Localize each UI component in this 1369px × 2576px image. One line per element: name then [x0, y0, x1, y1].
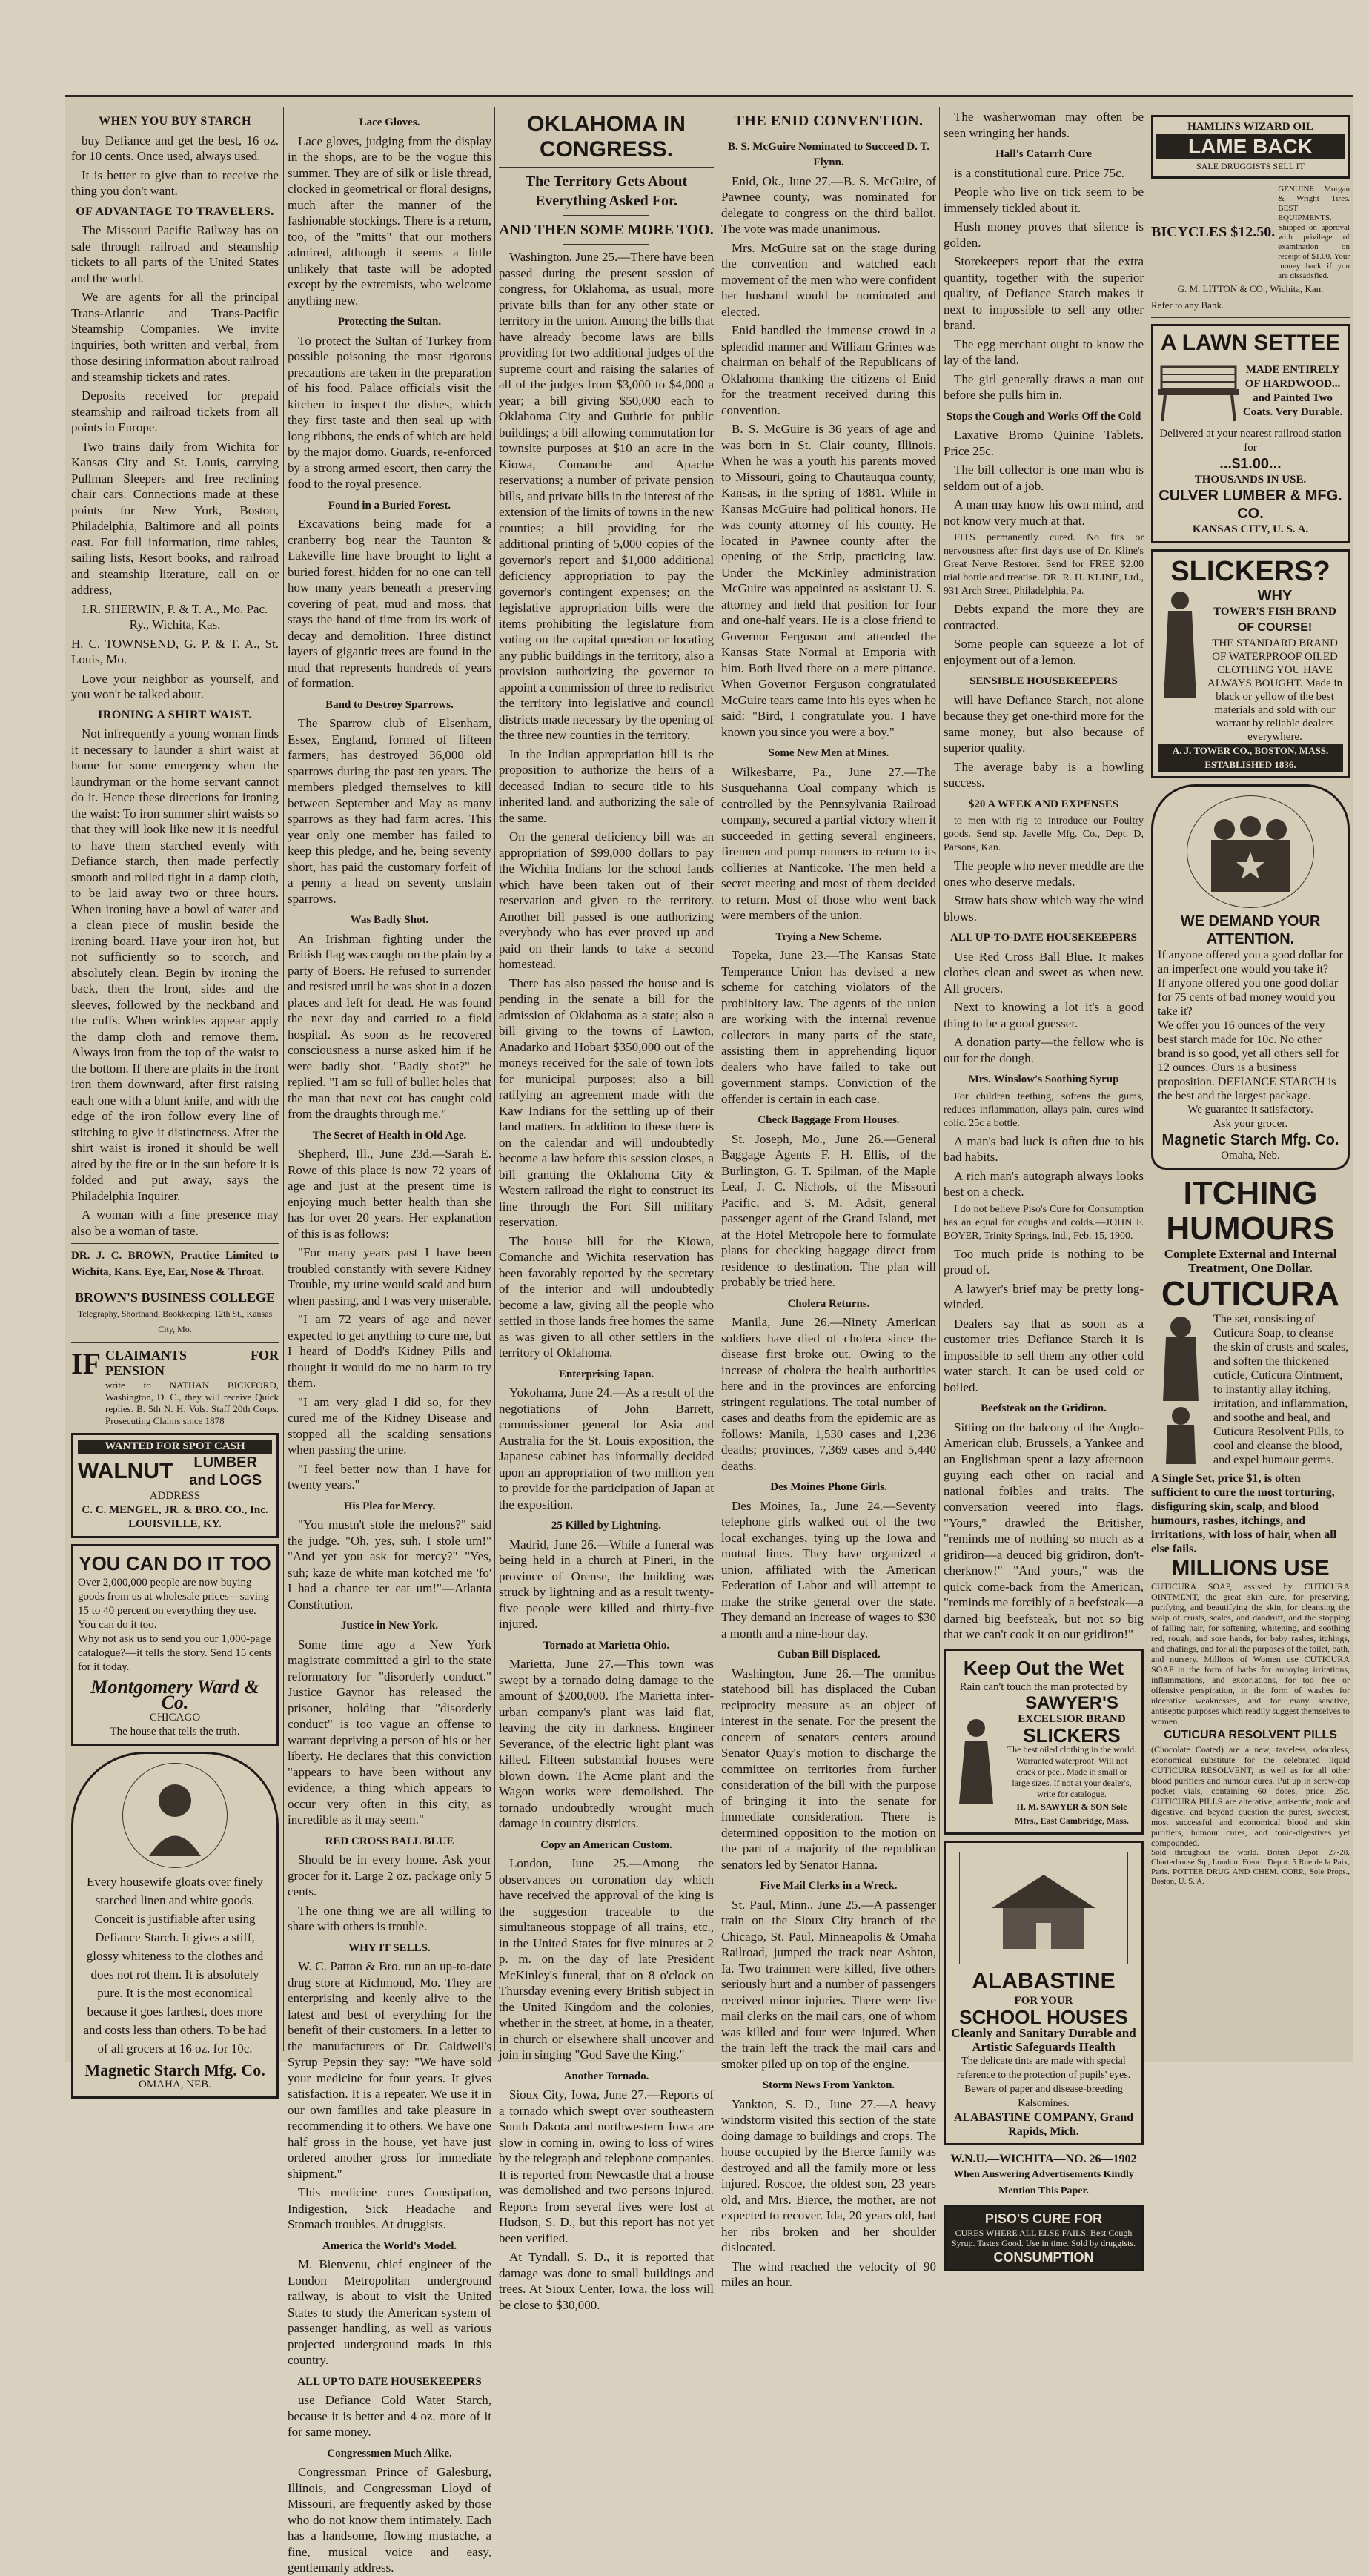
ad-mw-logo: Montgomery Ward & Co. — [90, 1675, 259, 1713]
paragraph: "You mustn't stole the melons?" said the judge. "Oh, yes, suh, I stole um!" "And yet you ask for mercy?" "Yes, suh; kaze de white man kotched me 'fo' I had a chance ter eat um!"—Atlanta Constitution. — [288, 1517, 491, 1612]
headline: OF ADVANTAGE TO TRAVELERS. — [76, 205, 274, 218]
ad-cuticura-set: The set, consisting of Cuticura Soap, to cleanse the skin of crusts and scales, and soften the thickened cuticle, Cuticura Ointment, to instantly allay itching, irritation, and inflammation, and soothe and heal, and Cuticura Resolvent Pills, to cool and cleanse the blood, and expel humour germs. — [1213, 1312, 1349, 1466]
ad-defiance-guarantee: We guarantee it satisfactory. — [1187, 1103, 1313, 1116]
ad-defiance-city: Omaha, Neb. — [1221, 1149, 1280, 1162]
paragraph: A donation party—the fellow who is out for the dough. — [944, 1035, 1144, 1065]
paragraph: It is better to give than to receive the thing you don't want. — [71, 168, 279, 198]
paragraph: Manila, June 26.—Ninety American soldiers have died of cholera since the disease first broke out. Owing to the increase of cholera the health authorities here and in the provinces are enforcing stringent regulations. The total number of cases and deaths from the epidemic are as follows: Manila, 1,530 cases and 1,236 deaths; provinces, 7,369 cases and 5,440 deaths. — [721, 1315, 936, 1473]
headline: $20 A WEEK AND EXPENSES — [968, 798, 1119, 810]
paragraph: Too much pride is nothing to be proud of. — [944, 1246, 1144, 1277]
paragraph: Marietta, June 27.—This town was swept by a tornado doing damage to the amount of $200,000. The Marietta inter-urban company's plant was laid flat, leaving the city in darkness. Engineer Severance, of the electric light plant was killed. Fifteen substantial houses were blown down. The Acme plant and the Wagon works were demolished. The tornado undoubtedly wrought much damage in country districts. — [499, 1657, 714, 1830]
ad-alabastine-text: The delicate tints are made with special reference to the protection of pupils' eyes. Beware of paper and disease-breeding Kalsomines. — [956, 2055, 1131, 2109]
signature: H. C. TOWNSEND, G. P. & T. A., St. Louis, Mo. — [71, 636, 279, 666]
paragraph: The people who never meddle are the ones who deserve medals. — [944, 858, 1144, 889]
paragraph: Lace gloves, judging from the display in the shops, are to be the vogue this summer. They are of silk or lisle thread, clocked in geometrical or floral designs, much after the manner of the fashionable stockings. There is a return, too, of the "mitts" that our mothers admired, although it seems a little unlikely that taste will be adopted except by the extremists, who welcome anything new. — [288, 133, 491, 308]
headline: His Plea for Mercy. — [343, 1500, 436, 1512]
headline: Copy an American Custom. — [540, 1838, 672, 1851]
paragraph: The washerwoman may often be seen wringing her hands. — [944, 110, 1144, 140]
column-3 — [499, 109, 714, 2312]
ad-starch-text: Every housewife gloats over finely starched linen and white goods. Conceit is justifiable after using Defiance Starch. It gives a stiff, glossy whiteness to the clothes and does not rot them. It is absolutely pure. It is the most economical because it goes farthest, does more and costs less than others. To be had of all grocers at 16 oz. for 10c. — [83, 1874, 267, 2056]
paragraph: Enid handled the immense crowd in a splendid manner and William Grimes was chairman on behalf of the Republicans of Oklahoma thanking the citizens of Enid for the treatment received during this convention. — [721, 323, 936, 417]
policemen-icon — [1187, 795, 1314, 908]
raincoat-man-icon — [950, 1715, 1002, 1808]
ad-tower-why: WHY — [1257, 587, 1293, 604]
ad-tower-brand: TOWER'S FISH BRAND — [1213, 605, 1336, 617]
ad-hamlins-wizard-oil — [1151, 115, 1350, 179]
ad-cuticura-treatment: Complete External and Internal Treatment, One Dollar. — [1164, 1246, 1337, 1275]
paragraph: Storekeepers report that the extra quantity, together with the superior quality, of Defiance Starch makes it next to impossible to sell any other brand. — [944, 254, 1144, 332]
ad-defiance-q2: If anyone offered you one good dollar for 75 cents of bad money would you take it? — [1158, 976, 1339, 1018]
paragraph: Yokohama, June 24.—As a result of the negotiations of John Barrett, commissioner general for Asia and Australia for the St. Louis exposition, the Japanese cabinet has informally decided upon an appropriation of two million yen to provide for the participation of Japan at the exposition. — [499, 1385, 714, 1512]
paragraph: will have Defiance Starch, not alone because they get one-third more for the same money, but also because of superior quality. — [944, 692, 1144, 755]
ad-piso-text: CURES WHERE ALL ELSE FAILS. Best Cough Syrup. Tastes Good. Use in time. Sold by druggists. — [951, 2228, 1136, 2248]
paragraph: People who live on tick seem to be immensely tickled about it. — [944, 185, 1144, 215]
wnu-footer: W.N.U.—WICHITA—NO. 26—1902 — [950, 2152, 1137, 2165]
paragraph: A man's bad luck is often due to his bad habits. — [944, 1133, 1144, 1164]
headline: Beefsteak on the Gridiron. — [981, 1403, 1107, 1414]
paragraph: St. Paul, Minn., June 25.—A passenger train on the Sioux City branch of the Chicago, St. Paul, Minneapolis & Omaha Railroad, jumped the track near Ashton, Ia. Two trainmen were killed, five others seriously hurt and a number of passengers received minor injuries. There were five mail clerks on the mail cars, one of whom was killed and four were injured. When the train left the track the mail cars and smoker piled up on top of the engine. — [721, 1897, 936, 2071]
column-5 — [944, 109, 1144, 2265]
ad-defiance-offer: We offer you 16 ounces of the very best starch made for 10c. No other brand is so good, yet all others sell for 12 ounces. Ours is a business proposition. DEFIANCE STARCH is the best and the largest package. — [1158, 1019, 1339, 1102]
ad-magnetic-starch — [71, 1752, 279, 2099]
ad-mw-text: Over 2,000,000 people are now buying goods from us at wholesale prices—saving 15 to 40 percent on everything they use. You can do it too. — [78, 1576, 269, 1631]
paragraph: Yankton, S. D., June 27.—A heavy windstorm visited this section of the state doing damage to buildings and crops. The house occupied by the Bierce family was destroyed and all the family more or less injured. Roscoe, the oldest son, 23 years old, and Mrs. Bierce, the mother, are not expected to recover. Ida, 20 years old, had her ribs broken and her shoulder dislocated. — [721, 2096, 936, 2254]
paragraph: buy Defiance and get the best, 16 oz. for 10 cents. Once used, always used. — [71, 133, 279, 163]
ad-lawn-settee — [1151, 324, 1350, 543]
paragraph: The egg merchant ought to know the lay of the land. — [944, 337, 1144, 367]
ad-pension-text: write to NATHAN BICKFORD, Washington, D. C., they will receive Quick replies. B. 5th N. H. Vols. Staff 20th Corps. Prosecuting Claims since 1878 — [105, 1379, 279, 1426]
paragraph: use Defiance Cold Water Starch, because it is better and 4 oz. more of it for same money. — [288, 2393, 491, 2439]
headline: Protecting the Sultan. — [337, 316, 442, 328]
paragraph: Some time ago a New York magistrate committed a girl to the state reformatory for "disorderly conduct." Justice Gaynor has released the prisoner, holding that "disorderly conduct" is too vague an offense to warrant depriving a person of his or her liberty. He declares that this conviction "appears to have been without any evidence, a thing which appears to occur very often in this city, as incredible as it may seem." — [288, 1637, 491, 1827]
paragraph: I do not believe Piso's Cure for Consumption has an equal for coughs and colds.—JOHN F. BOYER, Trinity Springs, Ind., Feb. 15, 1900. — [944, 1203, 1144, 1242]
headline: Check Baggage From Houses. — [758, 1114, 900, 1126]
paragraph: B. S. McGuire is 36 years of age and was born in St. Clair county, Illinois. When he was a youth his parents moved to Missouri, going to Chautauqua county, Kansas, in the spring of 1881. While in Kansas McGuire had political honors. He was county attorney of his county. He located in Pawnee county after the opening of the Strip, practicing law. Under the McKinley administration McGuire was appointed as assistant U. S. attorney and held that position for four and one-half years. He is a close friend to Governor Ferguson and attended the Kansas State Normal at Emporia with him. Both lived there on a mere pittance. When Governor Ferguson congratulated McGuire tears came into his eyes when he said: "Bird, I congratulate you. I have known you since you were a boy." — [721, 422, 936, 739]
paragraph: Love your neighbor as yourself, and you won't be talked about. — [71, 671, 279, 701]
paragraph: FITS permanently cured. No fits or nervousness after first day's use of Dr. Kline's Great Nerve Restorer. Send for FREE $2.00 trial bottle and treatise. DR. R. H. KLINE, Ltd., 931 Arch Street, Philadelphia, Pa. — [944, 532, 1144, 597]
ad-sawyer-sub: Rain can't touch the man protected by — [959, 1681, 1128, 1693]
ad-defiance-company: Magnetic Starch Mfg. Co. — [1161, 1131, 1339, 1148]
paragraph: Excavations being made for a cranberry bog near the Taunton & Lakeville line have brought to light a buried forest, hidden for no one can tell how many years beneath a preserving covering of peat, mud and moss, that stays the hand of time from its work of decay and demolition. Three distinct layers of gigantic trees are found in the mud that represents hundreds of years of formation. — [288, 517, 491, 690]
headline: Storm News From Yankton. — [762, 2079, 895, 2091]
paragraph: Madrid, June 26.—While a funeral was being held in a church at Pineri, in the province of Orense, the building was struck by lightning and as a result twenty-five people were killed and thirty-five injured. — [499, 1537, 714, 1631]
ad-settee-title: A LAWN SETTEE — [1160, 331, 1341, 355]
ad-alabastine — [944, 1841, 1144, 2145]
paragraph: to men with rig to introduce our Poultry goods. Send stp. Javelle Mfg. Co., Dept. D, Parsons, Kan. — [944, 815, 1144, 853]
paragraph: Next to knowing a lot it's a good thing to be a good guesser. — [944, 1000, 1144, 1030]
paragraph: The one thing we are all willing to share with others is trouble. — [288, 1903, 491, 1933]
ad-settee-desc: MADE ENTIRELY OF HARDWOOD... and Painted Two Coats. Very Durable. — [1242, 363, 1343, 418]
paragraph: W. C. Patton & Bro. run an up-to-date drug store at Richmond, Mo. They are enterprising and keenly alive to the latest and best of everything for the benefit of their customers. In a letter to the manufacturers of Dr. Caldwell's Syrup Pepsin they say: "We have sold your medicine for four years. It gives satisfaction. It is a repeater. We use it in our own families and take pleasure in recommending it to others. We have one half gross in the house, yet have just ordered another gross for immediate shipment." — [288, 1959, 491, 2181]
ad-alabastine-features: Cleanly and Sanitary Durable and Artistic Safeguards Health — [951, 2025, 1136, 2054]
ad-settee-thousands: THOUSANDS IN USE. — [1194, 473, 1307, 486]
paragraph: The average baby is a howling success. — [944, 759, 1144, 789]
headline: Stops the Cough and Works Off the Cold — [946, 410, 1141, 423]
paragraph: On the general deficiency bill was an appropriation of $99,000 dollars to pay the Wichita Indians for the school lands which have been taken out of their reservation and given to the territory. Another bill passed is one authorizing everybody who has ever proved up and paid on their lands to take a second homestead. — [499, 830, 714, 971]
headline: Tornado at Marietta Ohio. — [543, 1639, 670, 1652]
paragraph: "I am 72 years of age and never expected to get anything to cure me, but I heard of Dodd's Kidney Pills and thought it would do me no harm to try them. — [288, 1312, 491, 1390]
paragraph: Two trains daily from Wichita for Kansas City and St. Louis, carrying Pullman Sleepers and free reclining chair cars. Connections made at these points for New York, Boston, Philadelphia, Baltimore and all points east. For full information, time tables, sailing lists, Resort books, and railroad and steamship literature, call on or address, — [71, 439, 279, 597]
ad-hamlins-top: HAMLINS WIZARD OIL — [1187, 121, 1313, 133]
ad-mw-title: YOU CAN DO IT TOO — [79, 1552, 271, 1575]
ad-pension — [71, 1348, 279, 1427]
headline: Justice in New York. — [340, 1620, 439, 1632]
paragraph: Laxative Bromo Quinine Tablets. Price 25c. — [944, 428, 1144, 458]
ad-tower-text: THE STANDARD BRAND OF WATERPROOF OILED CLOTHING YOU HAVE ALWAYS BOUGHT. Made in black or yellow of the best materials and sold with our warrant by reliable dealers everywhere. — [1207, 637, 1343, 743]
paragraph: A rich man's autograph always looks best on a check. — [944, 1168, 1144, 1199]
settee-icon — [1158, 356, 1239, 427]
woman-portrait-icon — [122, 1763, 228, 1868]
headline: Cuban Bill Displaced. — [777, 1649, 881, 1661]
ad-walnut-address-label: ADDRESS — [149, 1489, 201, 1502]
paragraph: A woman with a fine presence may also be a woman of taste. — [71, 1208, 279, 1238]
ad-sawyers-slickers — [944, 1649, 1144, 1835]
paragraph: Des Moines, Ia., June 24.—Seventy telephone girls walked out of the two local exchanges, tying up the Iowa and mutual lines. They have organized a union, affiliated with the American Federation of Labor and will attempt to make the strike general over the state. They demand an increase of wages to $30 a month and a nine-hour day. — [721, 1498, 936, 1640]
ad-walnut-title: WALNUT — [78, 1458, 173, 1483]
paragraph: Use Red Cross Ball Blue. It makes clothes clean and sweet as when new. All grocers. — [944, 949, 1144, 996]
ad-cuticura-itching: ITCHING — [1183, 1174, 1318, 1211]
ad-walnut-company: C. C. MENGEL, JR. & BRO. CO., Inc. — [82, 1503, 268, 1516]
ad-defiance-q1: If anyone offered you a good dollar for an imperfect one would you take it? — [1158, 948, 1343, 976]
subheadline: B. S. McGuire Nominated to Succeed D. T. Flynn. — [727, 140, 930, 168]
headline: Enterprising Japan. — [558, 1368, 654, 1380]
column-6 — [1151, 109, 1350, 2050]
headline: Congressmen Much Alike. — [327, 2447, 452, 2460]
paragraph: Debts expand the more they are contracted. — [944, 602, 1144, 632]
ad-bicycles — [1151, 185, 1350, 281]
headline: WHY IT SELLS. — [348, 1941, 431, 1954]
ad-cuticura-pills: CUTICURA RESOLVENT PILLS — [1164, 1729, 1337, 1741]
ad-cuticura-brand: CUTICURA — [1161, 1274, 1340, 1313]
fisherman-icon — [1158, 587, 1202, 703]
newspaper-page — [65, 95, 1353, 2575]
ad-towers-slickers — [1151, 549, 1350, 778]
paragraph: This medicine cures Constipation, Indigestion, Sick Headache and Stomach troubles. At druggists. — [288, 2185, 491, 2231]
headline: SENSIBLE HOUSEKEEPERS — [969, 675, 1118, 687]
paragraph: The house bill for the Kiowa, Comanche and Wichita reservation has been favorably reported by the secretary of the interior and will undoubtedly become a law, giving all the people who settled in those lands free homes the same as was given to all other settlers in the territory of Oklahoma. — [499, 1234, 714, 1360]
paragraph: For children teething, softens the gums, reduces inflammation, allays pain, cures wind colic. 25c a bottle. — [944, 1090, 1144, 1129]
ad-hamlins-lame-back: LAME BACK — [1156, 134, 1345, 159]
ad-cuticura-single: A Single Set, price $1, is often sufficient to cure the most torturing, disfiguring skin, scalp, and blood humours, rashes, itchings, and irritations, with loss of hair, when all else fails. — [1151, 1472, 1337, 1555]
paragraph: An Irishman fighting under the British flag was caught on the plain by a party of Boers. He refused to surrender and resisted until he was shot in a dozen places and left for dead. He was found the next day and carried to a field hospital. As soon as he recovered consciousness a nurse asked him if he were badly shot. "Badly shot?" he replied. "I am so full of bullet holes that the man that next cot has caught cold from the draughts through me." — [288, 931, 491, 1121]
paragraph: The Missouri Pacific Railway has on sale through railroad and steamship tickets to all parts of the United States and the world. — [71, 223, 279, 285]
ad-starch-city: OMAHA, NEB. — [139, 2079, 211, 2090]
ad-defiance-starch — [1151, 784, 1350, 1170]
column-2 — [288, 109, 491, 2575]
paragraph: The bill collector is one man who is seldom out of a job. — [944, 463, 1144, 493]
ad-business-college: BROWN'S BUSINESS COLLEGE — [74, 1290, 276, 1305]
paragraph: Sioux City, Iowa, June 27.—Reports of a tornado which swept over southeastern South Dakota and northwestern Iowa are slow in coming in, owing to loss of wires by the telegraph and telephone companies. It is reported from Newcastle that a house was demolished and two persons injured. Reports from several lives were lost at Hudson, S. D., but this report has not yet been verified. — [499, 2087, 714, 2245]
headline: Was Badly Shot. — [350, 914, 429, 926]
headline: America the World's Model. — [322, 2239, 457, 2252]
paragraph: Hush money proves that silence is golden. — [944, 219, 1144, 250]
main-headline: OKLAHOMA IN CONGRESS. — [527, 112, 686, 162]
headline: Band to Destroy Sparrows. — [325, 698, 454, 711]
ad-walnut-top: WANTED FOR SPOT CASH — [78, 1440, 272, 1454]
ad-cuticura — [1151, 1176, 1350, 1887]
paragraph: In the Indian appropriation bill is the proposition to authorize the heirs of a deceased Indian to secure title to his inherited land, and authorizing the sale of the same. — [499, 746, 714, 825]
ad-starch-company: Magnetic Starch Mfg. Co. — [84, 2060, 265, 2079]
paragraph: Enid, Ok., June 27.—B. S. McGuire, of Pawnee county, was nominated for delegate to congress on the third ballot. The vote was made unanimous. — [721, 173, 936, 236]
paragraph: Straw hats show which way the wind blows. — [944, 893, 1144, 924]
paragraph: M. Bienvenu, chief engineer of the London Metropolitan underground railway, is about to visit the United States to study the American system of passenger handling, as well as various projected underground roads in this country. — [288, 2257, 491, 2367]
headline: Mrs. Winslow's Soothing Syrup — [968, 1073, 1119, 1085]
ad-alabastine-company: ALABASTINE COMPANY, Grand Rapids, Mich. — [953, 2110, 1134, 2138]
paragraph: St. Joseph, Mo., June 26.—General Baggage Agents F. H. Ellis, of the Burlington, G. T. Spilman, of the Maple Leaf, J. C. Nichols, of the Missouri Pacific, and S. M. Adsit, general passenger agent of the Grand Island, met at the Hotel Metropole here to formulate plans for checking baggage direct from residence to destination. The plan will probably be tried here. — [721, 1131, 936, 1289]
ad-walnut-city: LOUISVILLE, KY. — [128, 1517, 222, 1530]
ad-brown: DR. J. C. BROWN, Practice Limited to Wichita, Kans. Eye, Ear, Nose & Throat. — [71, 1250, 279, 1278]
paragraph: Some people can squeeze a lot of enjoyment out of a lemon. — [944, 637, 1144, 667]
paragraph: "For many years past I have been troubled constantly with severe Kidney Trouble, my urine would scald and burn when passing, and I was very miserable. — [288, 1245, 491, 1308]
ad-cuticura-humours: HUMOURS — [1166, 1210, 1335, 1247]
ad-settee-price: ...$1.00... — [1219, 455, 1282, 472]
paragraph: "I am very glad I did so, for they cured me of the Kidney Disease and stopped all the scalding sensations when passing the urine. — [288, 1394, 491, 1457]
ad-settee-city: KANSAS CITY, U. S. A. — [1192, 523, 1309, 535]
paragraph: We are agents for all the principal Trans-Atlantic and Trans-Pacific Steamship Companies. We invite inquiries, both written and verbal, from those desiring information about railroad and steamship tickets and rates. — [71, 290, 279, 384]
ad-defiance-ask: Ask your grocer. — [1213, 1117, 1288, 1130]
headline: Some New Men at Mines. — [768, 747, 889, 759]
headline: Another Tornado. — [563, 2070, 649, 2082]
ad-settee-delivery: Delivered at your nearest railroad station for — [1159, 427, 1342, 454]
headline: Cholera Returns. — [787, 1297, 870, 1310]
ad-sawyer-excelsior: EXCELSIOR BRAND — [1018, 1712, 1126, 1725]
paragraph: A man may know his own mind, and not know very much at that. — [944, 497, 1144, 528]
ad-montgomery-ward — [71, 1544, 279, 1746]
ad-pension-if: IF — [71, 1346, 101, 1380]
paragraph: Should be in every home. Ask your grocer for it. Large 2 oz. package only 5 cents. — [288, 1852, 491, 1898]
paragraph: Shepherd, Ill., June 23d.—Sarah E. Rowe of this place is now 72 years of age and just at the present time is enjoying much better health than she has for over 20 years. Her explanation of this is as follows: — [288, 1147, 491, 1241]
ad-piso-bottom: CONSUMPTION — [993, 2250, 1094, 2265]
ad-cuticura-millions: MILLIONS USE — [1171, 1556, 1330, 1580]
ad-walnut-sub: LUMBER and LOGS — [189, 1454, 262, 1489]
paragraph: A lawyer's brief may be pretty long-winded. — [944, 1281, 1144, 1311]
ad-sawyer-company: H. M. SAWYER & SON Sole Mfrs., East Cambridge, Mass. — [1015, 1801, 1129, 1826]
ad-alabastine-school: SCHOOL HOUSES — [959, 2005, 1128, 2028]
ad-bicycles-refer: Refer to any Bank. — [1151, 299, 1224, 311]
ad-hamlins-bottom: SALE DRUGGISTS SELL IT — [1196, 161, 1305, 171]
paragraph: The Sparrow club of Elsenham, Essex, England, formed of fifteen farmers, has destroyed 36,000 old sparrows during the past ten years. The members pledged themselves to kill between September and May as many sparrows as they had farm acres. This year only one member has failed to keep this pledge, and he, being seventy short, has paid the customary forfeit of a penny a head on seventy unslain sparrows. — [288, 716, 491, 906]
headline: THE ENID CONVENTION. — [734, 113, 924, 129]
headline: Des Moines Phone Girls. — [770, 1481, 887, 1493]
headline: Trying a New Scheme. — [775, 930, 882, 943]
headline: WHEN YOU BUY STARCH — [99, 115, 251, 128]
column-1 — [71, 109, 279, 2090]
ad-alabastine-for: FOR YOUR — [1014, 1994, 1073, 2007]
ad-defiance-title: WE DEMAND YOUR ATTENTION. — [1180, 913, 1321, 947]
paragraph: "I feel better now than I have for twenty years." — [288, 1461, 491, 1491]
paragraph: Washington, June 26.—The omnibus statehood bill has displaced the Cuban reciprocity measure as an object of interest in the senate. For the present the concern of senators centers around Senator Quay's motion to discharge the committee on territories from further consideration of the bill with the purpose of bringing it into the senate for immediate consideration. There is determined opposition to the motion on the part of a majority of the republican senators led by Senator Hanna. — [721, 1666, 936, 1872]
ad-sawyer-slickers: SLICKERS — [1023, 1724, 1121, 1746]
paragraph: Sitting on the balcony of the Anglo-American club, Brussels, a Yankee and an Englishman spent a lazy afternoon guying each other on racial and national foibles and traits. The conversation veered into flags. "Yours," drawled the Britisher, "reminds me of nothing so much as a gridiron—a deuced big gridiron, don't-cherknow!" "And yours," was the quick come-back from the American, "reminds me forcibly of a beefsteak—a darned big beefsteak, but not so big that we can't cook it on our gridiron!" — [944, 1420, 1144, 1641]
ad-tower-company: A. J. TOWER CO., BOSTON, MASS. ESTABLISHED 1836. — [1158, 744, 1343, 772]
children-bathing-icon — [1151, 1312, 1210, 1472]
ad-piso-top: PISO'S CURE FOR — [984, 2211, 1103, 2226]
headline: IRONING A SHIRT WAIST. — [98, 708, 252, 721]
headline: ALL UP TO DATE HOUSEKEEPERS — [297, 2375, 482, 2388]
headline: 25 Killed by Lightning. — [551, 1520, 662, 1532]
mention-paper-notice: When Answering Advertisements Kindly Mention This Paper. — [953, 2169, 1134, 2196]
paragraph: Deposits received for prepaid steamship and railroad tickets from all points in Europe. — [71, 388, 279, 434]
ad-settee-company: CULVER LUMBER & MFG. CO. — [1158, 487, 1342, 522]
paragraph: Mrs. McGuire sat on the stage during the convention and watched each movement of the men who were confident her husband would be nominated and elected. — [721, 240, 936, 319]
ad-sawyer-brand: SAWYER'S — [1025, 1692, 1118, 1713]
paragraph: Dealers say that as soon as a customer tries Defiance Starch it is impossible to sell them any other cold water starch. It can be used cold or boiled. — [944, 1316, 1144, 1394]
paragraph: To protect the Sultan of Turkey from possible poisoning the most rigorous precautions are taken in the preparation of his food. Palace officials visit the kitchen to inspect the dishes, which they first taste and then seal up with long ribbons, the ends of which are held by the major domo. Guards, re-enforced by a strong armed escort, then carry the food to the royal presence. — [288, 333, 491, 491]
schoolhouse-icon — [959, 1852, 1129, 1964]
headline: RED CROSS BALL BLUE — [325, 1835, 454, 1847]
paragraph: Washington, June 25.—There have been passed during the present session of congress, for Oklahoma, as usual, more private bills than for any other state or territory in the union. Among the bills that have already become laws are bills providing for two additional judges of the supreme court and raising the salaries of all of the judges from $3,000 to $4,000 a year; a bill giving $50,000 each to Oklahoma City and Guthrie for public buildings; a bill allowing commutation for townsite purposes at $10 an acre in the Kiowa, Comanche and Apache reservations; a number of private pension bills, and private bills in the interest of the extension of the limits of towns in the new counties; a bill providing for the additional printing of 5,000 copies of the governor's report and $1,000 additional deficiency appropriation to pay the governor's contingent expenses; on the legislative appropriation bills were the items prohibiting the legislature from voting on the capital question or locating any public buildings in the territory, also a provision authorizing the governor to appoint a commission of three to redistrict the territory into legislative and council districts made necessary by the opening of the three new counties in the territory. — [499, 250, 714, 742]
column-4 — [721, 109, 936, 2289]
ad-cuticura-pills-text: (Chocolate Coated) are a new, tasteless, odourless, economical substitute for the celebrated liquid CUTICURA RESOLVENT, as well as for all other blood purifiers and humour cures. Put up in screw-cap pocket vials, containing 60 doses, price, 25c. CUTICURA PILLS are alterative, antiseptic, tonic and digestive, and beyond question the purest, sweetest, most successful and economical blood and skin purifiers, humour cures, and tonic-digestives yet compounded. — [1151, 1744, 1350, 1848]
ad-bicycles-company: G. M. LITTON & CO., Wichita, Kan. — [1177, 283, 1324, 294]
ad-sawyer-text: The best oiled clothing in the world. Warranted waterproof. Will not crack or peel. Made in small or large sizes. If not at your dealer's, write for catalogue. — [1007, 1744, 1137, 1799]
headline: Hall's Catarrh Cure — [995, 148, 1092, 160]
deck: The Territory Gets About Everything Asked For. — [525, 173, 688, 209]
headline: Found in a Buried Forest. — [328, 499, 451, 511]
ad-tower-of-course: OF COURSE! — [1237, 620, 1313, 634]
paragraph: The girl generally draws a man out before she pulls him in. — [944, 371, 1144, 402]
paragraph: Wilkesbarre, Pa., June 27.—The Susquehanna Coal company which is controlled by the Pennsylvania Railroad company, secured a partial victory when it succeeded in getting several engineers, firemen and pump runners to return to its collieries at Nanticoke. The men held a secret meeting and most of them decided to return. Most of those who went back were members of the union. — [721, 764, 936, 922]
ad-cuticura-soap: CUTICURA SOAP, assisted by CUTICURA OINTMENT, the great skin cure, for preserving, purifying, and beautifying the skin, for cleansing the scalp of crusts, scales, and dandruff, and the stopping of falling hair, for softening, whitening, and soothing red, rough, and sore hands, for baby rashes, itchings, and chafings, and for all the purposes of the toilet, bath, and nursery. Millions of Women use CUTICURA SOAP in the form of baths for annoying irritations, inflammations, and excoriations, for too free or offensive perspiration, in the form of washes for ulcerative weaknesses, and for many sanative, antiseptic purposes which readily suggest themselves to women. — [1151, 1581, 1350, 1726]
paragraph: is a constitutional cure. Price 75c. — [954, 165, 1124, 180]
headline: Five Mail Clerks in a Wreck. — [760, 1880, 898, 1892]
ad-bicycles-title: BICYCLES $12.50. — [1151, 224, 1276, 241]
ad-pension-title: CLAIMANTS FOR PENSION — [105, 1347, 279, 1378]
paragraph: The wind reached the velocity of 90 miles an hour. — [721, 2259, 936, 2289]
headline: The Secret of Health in Old Age. — [312, 1129, 467, 1142]
paragraph: At Tyndall, S. D., it is reported that damage was done to small buildings and trees. At Sioux Center, Iowa, the loss will be close to $30,000. — [499, 2250, 714, 2312]
ad-tower-title: SLICKERS? — [1170, 555, 1330, 587]
signature: I.R. SHERWIN, P. & T. A., Mo. Pac. Ry., Wichita, Kas. — [82, 601, 268, 632]
ad-alabastine-title: ALABASTINE — [972, 1968, 1116, 1993]
ad-cuticura-depots: Sold throughout the world. British Depot: 27-28, Charterhouse Sq., London. French Depot: 5 Rue de la Paix, Paris. POTTER DRUG AND CHEM. CORP., Sole Props., Boston, U. S. A. — [1151, 1848, 1350, 1886]
deck: AND THEN SOME MORE TOO. — [499, 222, 714, 238]
paragraph: Congressman Prince of Galesburg, Illinois, and Congressman Lloyd of Missouri, are frequently asked by those who do not know them intimately. Each has a handsome, flowing mustache, a fine, musical voice and easy, gentlemanly address. — [288, 2465, 491, 2575]
ad-mw-text2: Why not ask us to send you our 1,000-page catalogue?—it tells the story. Send 15 cents for it today. — [78, 1632, 272, 1673]
paragraph: There has also passed the house and is pending in the senate a bill for the admission of Oklahoma as a state; also a bill giving to the towns of Lawton, Anadarko and Hobart $350,000 out of the moneys received for the sale of town lots for municipal purposes; also a bill ratifying an agreement made with the Kaw Indians for the settling up of their land matters. In addition to these there is on the calendar and will undoubtedly become a law before this session closes, a bill granting the Oklahoma City & Western railroad the right to construct its line through the Fort Sill military reservation. — [499, 976, 714, 1229]
ad-bicycles-text: GENUINE Morgan & Wright Tires. BEST EQUIPMENTS. Shipped on approval with privilege of examination on receipt of $1.00. Your money back if you are dissatisfied. — [1278, 185, 1350, 280]
paragraph: Not infrequently a young woman finds it necessary to launder a shirt waist at home for some emergency when the laundryman or the home servant cannot do it. Hence these directions for ironing the waist: To iron summer shirt waists so that they will look like new it is needful to have them starched evenly with Defiance starch, then made perfectly smooth and rolled tight in a damp cloth, to be laid away two or three hours. When ironing have a bowl of water and a clean piece of muslin beside the ironing board. Have your iron hot, but not sufficiently so to scorch, and absolutely clean. Begin by ironing the back, then the front, sides and the sleeves, followed by the neckband and the cuffs. When wrinkles appear apply the damp cloth and remove them. Always iron from the top of the waist to the bottom. If there are plaits in the front iron them downward, after first raising each one with a blunt knife, and with the edge of the iron follow every line of stitching to give it distinctness. After the shirt waist is ironed it should be well aired by the fire or in the sun before it is folded and put away, says the Philadelphia Inquirer. — [71, 726, 279, 1203]
ad-business-college-sub: Telegraphy, Shorthand, Bookkeeping. 12th St., Kansas City, Mo. — [77, 1308, 273, 1334]
ad-pisos-cure — [944, 2205, 1144, 2271]
headline: Lace Gloves. — [359, 116, 420, 128]
ad-walnut — [71, 1433, 279, 1538]
ad-mw-tagline: The house that tells the truth. — [110, 1725, 240, 1738]
ad-mw-city: CHICAGO — [149, 1711, 201, 1724]
paragraph: Topeka, June 23.—The Kansas State Temperance Union has devised a new scheme for catching violators of the prohibitory law. The agents of the union are working with the internal revenue collectors in many parts of the state, assisting them in apprehending liquor dealers who have failed to take out government stamps. Conviction of the offender is certain in each case. — [721, 948, 936, 1106]
headline: ALL UP-TO-DATE HOUSEKEEPERS — [950, 932, 1137, 944]
paragraph: London, June 25.—Among the observances on coronation day which have received the approval of the king is the suggestion traceable to the simultaneous stoppage of all trains, etc., in the United States for five minutes at 2 p. m. on the day of late President McKinley's funeral, that on 8 o'clock on Thursday evening every British subject in the United Kingdom and the colonies, whether in the street, at home, in a theater, in church or elsewhere shall uncover and join in singing "God Save the King." — [499, 1856, 714, 2062]
ad-sawyer-title: Keep Out the Wet — [963, 1656, 1124, 1679]
